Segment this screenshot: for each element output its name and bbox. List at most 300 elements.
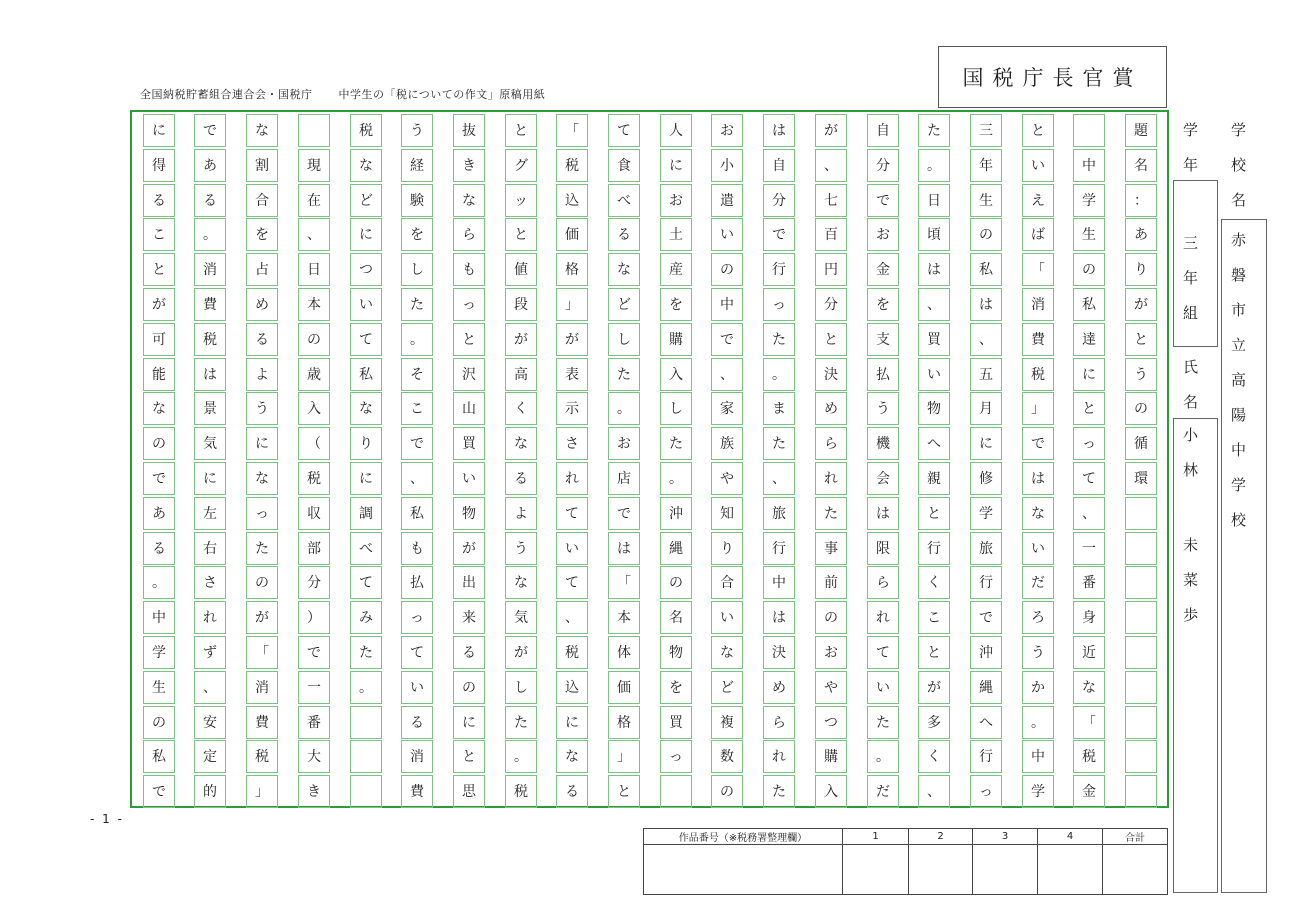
- manuscript-cell: 中: [763, 566, 795, 599]
- manuscript-cell: き: [298, 775, 330, 808]
- manuscript-cell: 費: [246, 706, 278, 739]
- manuscript-cell: 込: [556, 184, 588, 217]
- manuscript-cell: 示: [556, 392, 588, 425]
- manuscript-cell: 分: [763, 184, 795, 217]
- manuscript-cell: め: [763, 671, 795, 704]
- manuscript-cell: 抜: [453, 114, 485, 147]
- manuscript-cell: し: [505, 671, 537, 704]
- manuscript-cell: 自: [763, 149, 795, 182]
- manuscript-cell: く: [918, 740, 950, 773]
- manuscript-cell: に: [453, 706, 485, 739]
- manuscript-cell: の: [1125, 392, 1157, 425]
- manuscript-cell: [1125, 636, 1157, 669]
- manuscript-cell: ）: [298, 601, 330, 634]
- score-col-3: 3: [973, 829, 1038, 845]
- manuscript-cell: 沖: [970, 636, 1002, 669]
- manuscript-cell: は: [608, 532, 640, 565]
- manuscript-cell: ど: [711, 671, 743, 704]
- manuscript-cell: 円: [815, 253, 847, 286]
- score-col-2: 2: [909, 829, 973, 845]
- manuscript-cell: は: [970, 288, 1002, 321]
- manuscript-cell: [350, 706, 382, 739]
- manuscript-cell: 頃: [918, 218, 950, 251]
- manuscript-cell: 格: [608, 706, 640, 739]
- manuscript-cell: な: [246, 462, 278, 495]
- manuscript-cell: 人: [660, 114, 692, 147]
- manuscript-cell: の: [298, 323, 330, 356]
- manuscript-cell: 収: [298, 497, 330, 530]
- manuscript-cell: て: [1073, 462, 1105, 495]
- manuscript-cell: た: [660, 427, 692, 460]
- manuscript-cell: 山: [453, 392, 485, 425]
- manuscript-cell: や: [815, 671, 847, 704]
- manuscript-cell: に: [350, 462, 382, 495]
- manuscript-cell: 本: [608, 601, 640, 634]
- manuscript-cell: は: [1022, 462, 1054, 495]
- manuscript-cell: 、: [918, 288, 950, 321]
- manuscript-cell: お: [660, 184, 692, 217]
- manuscript-cell: ま: [763, 392, 795, 425]
- manuscript-column: [194, 114, 226, 806]
- manuscript-cell: 日: [298, 253, 330, 286]
- grade-value: 三 年 組: [1183, 234, 1199, 322]
- manuscript-cell: 限: [867, 532, 899, 565]
- manuscript-cell: た: [401, 288, 433, 321]
- manuscript-cell: 体: [608, 636, 640, 669]
- manuscript-cell: [1073, 114, 1105, 147]
- manuscript-cell: 。: [867, 740, 899, 773]
- manuscript-cell: 歳: [298, 358, 330, 391]
- score-col-1: 1: [843, 829, 909, 845]
- manuscript-cell: [1125, 740, 1157, 773]
- manuscript-cell: 物: [918, 392, 950, 425]
- scoring-table: [643, 828, 1168, 895]
- manuscript-column: [1125, 114, 1157, 806]
- manuscript-cell: 多: [918, 706, 950, 739]
- manuscript-cell: う: [401, 114, 433, 147]
- manuscript-cell: 出: [453, 566, 485, 599]
- manuscript-cell: 「: [556, 114, 588, 147]
- manuscript-cell: な: [1073, 671, 1105, 704]
- manuscript-cell: こ: [401, 392, 433, 425]
- manuscript-cell: う: [1125, 358, 1157, 391]
- manuscript-cell: 税: [556, 149, 588, 182]
- manuscript-cell: 分: [815, 288, 847, 321]
- manuscript-cell: [1125, 775, 1157, 808]
- manuscript-column: [970, 114, 1002, 806]
- manuscript-cell: 、: [556, 601, 588, 634]
- manuscript-cell: 。: [505, 740, 537, 773]
- manuscript-cell: と: [1022, 114, 1054, 147]
- manuscript-cell: た: [505, 706, 537, 739]
- manuscript-cell: 近: [1073, 636, 1105, 669]
- manuscript-cell: 定: [194, 740, 226, 773]
- manuscript-cell: の: [970, 218, 1002, 251]
- manuscript-cell: 思: [453, 775, 485, 808]
- manuscript-cell: ば: [1022, 218, 1054, 251]
- manuscript-cell: 税: [350, 114, 382, 147]
- manuscript-cell: 中: [1022, 740, 1054, 773]
- manuscript-cell: め: [815, 392, 847, 425]
- manuscript-cell: [350, 740, 382, 773]
- manuscript-cell: 遣: [711, 184, 743, 217]
- manuscript-cell: へ: [918, 427, 950, 460]
- manuscript-cell: が: [453, 532, 485, 565]
- manuscript-cell: 行: [970, 566, 1002, 599]
- manuscript-cell: に: [1073, 358, 1105, 391]
- manuscript-cell: い: [453, 462, 485, 495]
- manuscript-cell: お: [711, 114, 743, 147]
- manuscript-cell: 消: [401, 740, 433, 773]
- manuscript-cell: こ: [143, 218, 175, 251]
- manuscript-cell: 的: [194, 775, 226, 808]
- manuscript-grid: [130, 110, 1169, 808]
- manuscript-cell: ら: [867, 566, 899, 599]
- manuscript-cell: た: [763, 427, 795, 460]
- manuscript-cell: も: [453, 253, 485, 286]
- manuscript-column: [608, 114, 640, 806]
- manuscript-column: [1022, 114, 1054, 806]
- manuscript-cell: 気: [194, 427, 226, 460]
- manuscript-cell: し: [401, 253, 433, 286]
- manuscript-cell: が: [143, 288, 175, 321]
- manuscript-cell: で: [763, 218, 795, 251]
- manuscript-cell: 現: [298, 149, 330, 182]
- manuscript-cell: 「: [1022, 253, 1054, 286]
- manuscript-cell: 。: [143, 566, 175, 599]
- manuscript-cell: 景: [194, 392, 226, 425]
- manuscript-cell: 旅: [763, 497, 795, 530]
- manuscript-cell: の: [453, 671, 485, 704]
- manuscript-cell: 中: [143, 601, 175, 634]
- manuscript-cell: 五: [970, 358, 1002, 391]
- grade-label: 学 年: [1183, 121, 1199, 174]
- manuscript-cell: が: [815, 114, 847, 147]
- manuscript-cell: 得: [143, 149, 175, 182]
- manuscript-cell: な: [556, 740, 588, 773]
- manuscript-cell: め: [246, 288, 278, 321]
- manuscript-cell: 日: [918, 184, 950, 217]
- manuscript-cell: き: [453, 149, 485, 182]
- manuscript-column: [660, 114, 692, 806]
- manuscript-cell: 。: [194, 218, 226, 251]
- manuscript-cell: い: [711, 601, 743, 634]
- manuscript-column: [298, 114, 330, 806]
- manuscript-cell: り: [1125, 253, 1157, 286]
- manuscript-cell: な: [350, 392, 382, 425]
- manuscript-cell: の: [711, 775, 743, 808]
- manuscript-cell: な: [350, 149, 382, 182]
- manuscript-cell: 私: [350, 358, 382, 391]
- manuscript-cell: 高: [505, 358, 537, 391]
- manuscript-cell: れ: [763, 740, 795, 773]
- manuscript-cell: 費: [1022, 323, 1054, 356]
- manuscript-column: [556, 114, 588, 806]
- manuscript-cell: だ: [867, 775, 899, 808]
- manuscript-cell: [1125, 601, 1157, 634]
- manuscript-cell: え: [1022, 184, 1054, 217]
- manuscript-cell: し: [608, 323, 640, 356]
- manuscript-column: [246, 114, 278, 806]
- manuscript-cell: 値: [505, 253, 537, 286]
- manuscript-cell: 行: [970, 740, 1002, 773]
- manuscript-cell: お: [867, 218, 899, 251]
- manuscript-cell: っ: [453, 288, 485, 321]
- manuscript-cell: で: [298, 636, 330, 669]
- manuscript-cell: 払: [867, 358, 899, 391]
- manuscript-cell: 、: [194, 671, 226, 704]
- manuscript-cell: 金: [867, 253, 899, 286]
- manuscript-cell: 学: [143, 636, 175, 669]
- manuscript-cell: 税: [246, 740, 278, 773]
- manuscript-cell: っ: [401, 601, 433, 634]
- manuscript-cell: 機: [867, 427, 899, 460]
- manuscript-cell: 私: [1073, 288, 1105, 321]
- manuscript-column: [763, 114, 795, 806]
- manuscript-cell: を: [246, 218, 278, 251]
- manuscript-cell: ッ: [505, 184, 537, 217]
- manuscript-cell: 来: [453, 601, 485, 634]
- manuscript-cell: 経: [401, 149, 433, 182]
- school-label: 学 校 名: [1231, 121, 1247, 209]
- manuscript-cell: と: [1073, 392, 1105, 425]
- manuscript-cell: 。: [608, 392, 640, 425]
- manuscript-cell: る: [143, 184, 175, 217]
- manuscript-cell: あ: [1125, 218, 1157, 251]
- school-name: 赤 磐 市 立 高 陽 中 学 校: [1231, 231, 1247, 529]
- manuscript-cell: が: [918, 671, 950, 704]
- manuscript-cell: に: [556, 706, 588, 739]
- manuscript-cell: よ: [246, 358, 278, 391]
- manuscript-cell: べ: [608, 184, 640, 217]
- manuscript-cell: お: [815, 636, 847, 669]
- manuscript-cell: 年: [970, 149, 1002, 182]
- manuscript-cell: れ: [556, 462, 588, 495]
- manuscript-cell: 番: [298, 706, 330, 739]
- manuscript-cell: 。: [350, 671, 382, 704]
- manuscript-cell: 消: [194, 253, 226, 286]
- manuscript-cell: 税: [298, 462, 330, 495]
- manuscript-cell: は: [763, 601, 795, 634]
- manuscript-cell: 自: [867, 114, 899, 147]
- manuscript-cell: 親: [918, 462, 950, 495]
- manuscript-cell: 税: [505, 775, 537, 808]
- manuscript-cell: ら: [815, 427, 847, 460]
- score-col-4: 4: [1038, 829, 1103, 845]
- manuscript-cell: が: [246, 601, 278, 634]
- manuscript-cell: ず: [194, 636, 226, 669]
- manuscript-cell: 一: [1073, 532, 1105, 565]
- manuscript-cell: て: [608, 114, 640, 147]
- score-cell-total: [1103, 845, 1168, 895]
- manuscript-cell: ろ: [1022, 601, 1054, 634]
- manuscript-cell: そ: [401, 358, 433, 391]
- manuscript-cell: 知: [711, 497, 743, 530]
- manuscript-cell: 生: [1073, 218, 1105, 251]
- manuscript-cell: 在: [298, 184, 330, 217]
- manuscript-cell: を: [660, 288, 692, 321]
- manuscript-cell: 金: [1073, 775, 1105, 808]
- manuscript-column: [505, 114, 537, 806]
- manuscript-cell: 一: [298, 671, 330, 704]
- manuscript-cell: 学: [1022, 775, 1054, 808]
- manuscript-cell: に: [350, 218, 382, 251]
- manuscript-cell: ど: [608, 288, 640, 321]
- manuscript-cell: 。: [918, 149, 950, 182]
- manuscript-cell: は: [194, 358, 226, 391]
- manuscript-cell: る: [556, 775, 588, 808]
- manuscript-cell: る: [194, 184, 226, 217]
- manuscript-column: [1073, 114, 1105, 806]
- manuscript-cell: 占: [246, 253, 278, 286]
- manuscript-cell: に: [194, 462, 226, 495]
- manuscript-cell: た: [867, 706, 899, 739]
- manuscript-cell: 消: [1022, 288, 1054, 321]
- manuscript-cell: の: [1073, 253, 1105, 286]
- manuscript-cell: の: [815, 601, 847, 634]
- score-cell-blank: [644, 845, 843, 895]
- score-cell-4: [1038, 845, 1103, 895]
- manuscript-column: [350, 114, 382, 806]
- manuscript-cell: 税: [556, 636, 588, 669]
- manuscript-cell: な: [453, 184, 485, 217]
- manuscript-cell: と: [143, 253, 175, 286]
- manuscript-cell: し: [660, 392, 692, 425]
- manuscript-cell: 三: [970, 114, 1002, 147]
- manuscript-cell: 月: [970, 392, 1002, 425]
- manuscript-cell: な: [608, 253, 640, 286]
- manuscript-cell: が: [556, 323, 588, 356]
- manuscript-cell: と: [505, 114, 537, 147]
- manuscript-cell: 」: [556, 288, 588, 321]
- manuscript-cell: と: [918, 636, 950, 669]
- manuscript-cell: た: [763, 775, 795, 808]
- manuscript-cell: に: [970, 427, 1002, 460]
- manuscript-cell: の: [660, 566, 692, 599]
- manuscript-cell: 込: [556, 671, 588, 704]
- manuscript-cell: う: [1022, 636, 1054, 669]
- manuscript-cell: つ: [815, 706, 847, 739]
- manuscript-cell: 、: [1073, 497, 1105, 530]
- manuscript-cell: と: [453, 323, 485, 356]
- manuscript-cell: で: [1022, 427, 1054, 460]
- manuscript-cell: 前: [815, 566, 847, 599]
- manuscript-cell: 土: [660, 218, 692, 251]
- manuscript-cell: 私: [970, 253, 1002, 286]
- manuscript-cell: 段: [505, 288, 537, 321]
- manuscript-cell: だ: [1022, 566, 1054, 599]
- manuscript-cell: 、: [401, 462, 433, 495]
- manuscript-cell: 入: [298, 392, 330, 425]
- manuscript-cell: で: [867, 184, 899, 217]
- manuscript-cell: 格: [556, 253, 588, 286]
- manuscript-cell: [1125, 671, 1157, 704]
- manuscript-cell: 合: [246, 184, 278, 217]
- manuscript-cell: て: [401, 636, 433, 669]
- manuscript-cell: か: [1022, 671, 1054, 704]
- manuscript-cell: を: [660, 671, 692, 704]
- manuscript-cell: と: [1125, 323, 1157, 356]
- manuscript-cell: 食: [608, 149, 640, 182]
- manuscript-cell: 題: [1125, 114, 1157, 147]
- manuscript-cell: [1125, 532, 1157, 565]
- manuscript-cell: 気: [505, 601, 537, 634]
- manuscript-column: [918, 114, 950, 806]
- manuscript-cell: い: [401, 671, 433, 704]
- manuscript-cell: う: [505, 532, 537, 565]
- manuscript-cell: り: [711, 532, 743, 565]
- manuscript-cell: る: [401, 706, 433, 739]
- manuscript-cell: 私: [401, 497, 433, 530]
- manuscript-cell: [350, 775, 382, 808]
- manuscript-cell: 「: [246, 636, 278, 669]
- manuscript-cell: 調: [350, 497, 382, 530]
- manuscript-cell: 七: [815, 184, 847, 217]
- manuscript-cell: 番: [1073, 566, 1105, 599]
- manuscript-cell: が: [505, 636, 537, 669]
- manuscript-cell: 買: [918, 323, 950, 356]
- manuscript-cell: た: [815, 497, 847, 530]
- manuscript-cell: 分: [867, 149, 899, 182]
- manuscript-cell: 族: [711, 427, 743, 460]
- manuscript-cell: に: [246, 427, 278, 460]
- manuscript-cell: [660, 775, 692, 808]
- manuscript-cell: 縄: [660, 532, 692, 565]
- manuscript-cell: た: [608, 358, 640, 391]
- manuscript-cell: な: [1022, 497, 1054, 530]
- manuscript-cell: い: [867, 671, 899, 704]
- manuscript-cell: で: [194, 114, 226, 147]
- manuscript-cell: 購: [815, 740, 847, 773]
- manuscript-cell: よ: [505, 497, 537, 530]
- student-family-name: 小 林: [1183, 426, 1199, 479]
- manuscript-column: [143, 114, 175, 806]
- form-title: 中学生の「税についての作文」原稿用紙: [338, 88, 546, 101]
- manuscript-cell: て: [556, 497, 588, 530]
- manuscript-cell: 、: [298, 218, 330, 251]
- manuscript-cell: [298, 114, 330, 147]
- manuscript-cell: れ: [867, 601, 899, 634]
- manuscript-cell: い: [1022, 149, 1054, 182]
- manuscript-cell: 中: [711, 288, 743, 321]
- manuscript-cell: り: [350, 427, 382, 460]
- manuscript-cell: [1125, 497, 1157, 530]
- manuscript-column: [453, 114, 485, 806]
- manuscript-cell: く: [505, 392, 537, 425]
- manuscript-cell: の: [143, 706, 175, 739]
- manuscript-cell: 、: [763, 462, 795, 495]
- student-given-name: 未 菜 歩: [1183, 536, 1199, 624]
- score-cell-3: [973, 845, 1038, 895]
- manuscript-cell: っ: [660, 740, 692, 773]
- manuscript-cell: 中: [1073, 149, 1105, 182]
- score-col-total: 合計: [1103, 829, 1168, 845]
- manuscript-cell: と: [815, 323, 847, 356]
- manuscript-cell: な: [143, 392, 175, 425]
- manuscript-cell: 決: [763, 636, 795, 669]
- manuscript-cell: 行: [918, 532, 950, 565]
- manuscript-cell: 店: [608, 462, 640, 495]
- manuscript-cell: 支: [867, 323, 899, 356]
- manuscript-cell: 合: [711, 566, 743, 599]
- manuscript-cell: 、: [815, 149, 847, 182]
- manuscript-cell: 税: [1022, 358, 1054, 391]
- manuscript-cell: 身: [1073, 601, 1105, 634]
- score-cell-2: [909, 845, 973, 895]
- manuscript-cell: る: [608, 218, 640, 251]
- manuscript-cell: と: [918, 497, 950, 530]
- manuscript-cell: て: [556, 566, 588, 599]
